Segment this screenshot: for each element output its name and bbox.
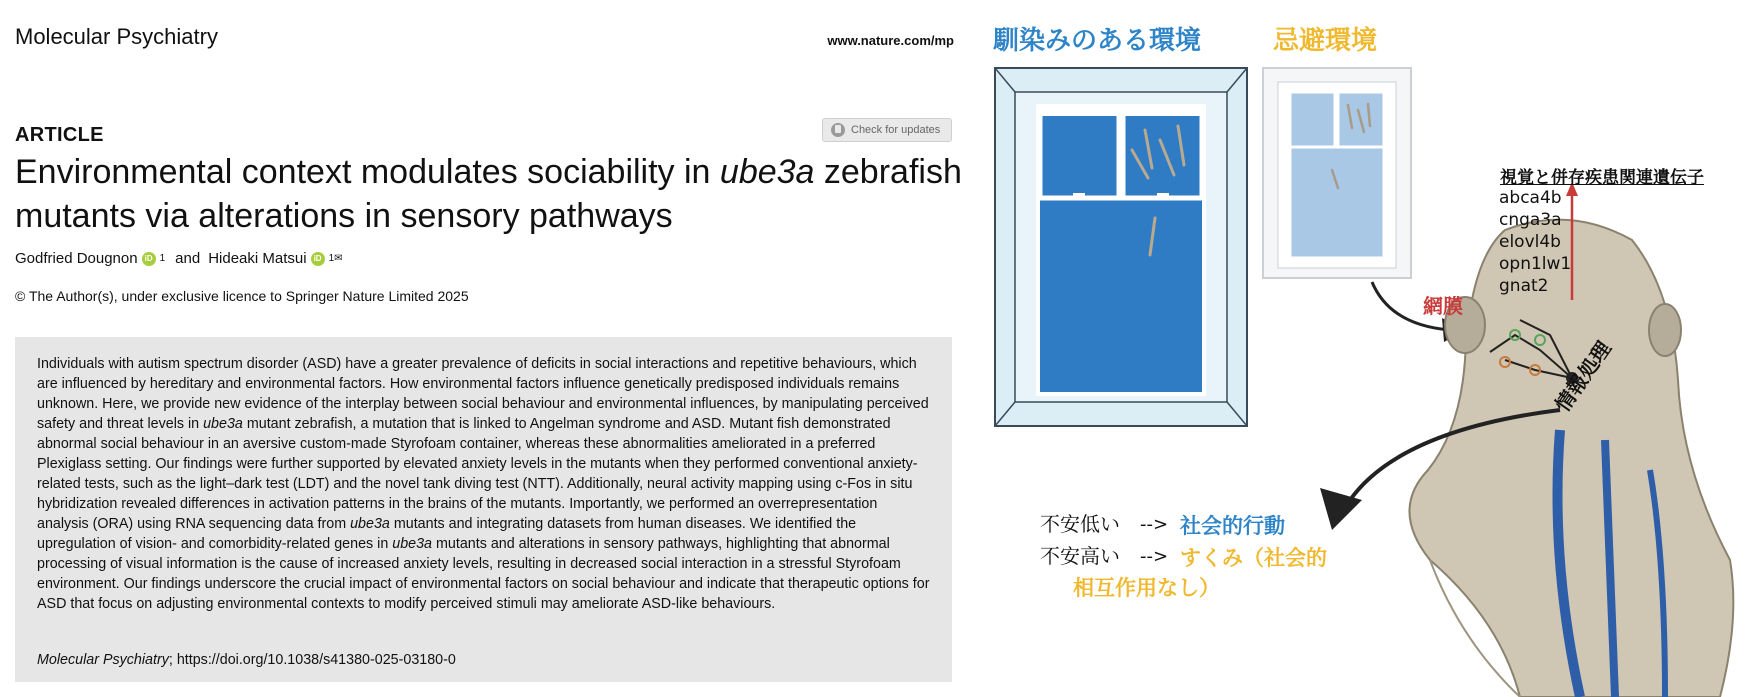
orcid-icon[interactable]: iD bbox=[142, 252, 156, 266]
familiar-environment-label: 馴染みのある環境 bbox=[993, 26, 1202, 56]
affiliation-sup: 1 bbox=[159, 253, 166, 264]
journal-name: Molecular Psychiatry bbox=[15, 24, 218, 49]
author-list bbox=[15, 250, 343, 267]
processing-label: 情報処理 bbox=[1550, 336, 1616, 417]
article-title bbox=[15, 150, 965, 238]
check-updates-button[interactable] bbox=[822, 118, 952, 142]
freeze-label-line2: 相互作用なし） bbox=[1073, 576, 1220, 600]
fish-illustration bbox=[1409, 182, 1733, 697]
social-behavior-label: 社会的行動 bbox=[1180, 514, 1285, 538]
citation-journal: Molecular Psychiatry bbox=[37, 652, 169, 668]
orcid-icon[interactable]: iD bbox=[311, 252, 325, 266]
copyright-notice: © The Author(s), under exclusive licence to Springer Nature Limited 2025 bbox=[15, 288, 469, 304]
abstract-part: mutants and alterations in sensory pathways, highlighting that abnormal processing of visual information is the cause of increased anxiety levels, resulting in decreased social interaction in a stressful Styrofoam environment. Our findings underscore the crucial impact of environmental factors on social behaviour and indicate that therapeutic options for ASD that focus on adjusting environmental contexts to modify perceived stimuli may ameliorate ASD-like behaviours. bbox=[37, 536, 930, 612]
abstract-text bbox=[37, 354, 930, 614]
author-and: and bbox=[175, 250, 201, 267]
abstract-gene: ube3a bbox=[392, 536, 433, 552]
avoid-environment-label: 忌避環境 bbox=[1273, 26, 1378, 56]
article-type: ARTICLE bbox=[15, 124, 104, 146]
abstract-part: Individuals with autism spectrum disorder (ASD) have a greater prevalence of deficits in social interactions and repetitive behaviours, which are influenced by hereditary and environmental factors. How environmental factors influence genetically predisposed individuals remains unknown. Here, we provide new evidence of the interplay between social behaviour and environmental influences, by manipulating perceived safety and threat levels in bbox=[37, 356, 929, 432]
gene-label: gnat2 bbox=[1499, 276, 1549, 296]
abstract-part: mutants and integrating datasets from human diseases. We identified the upregulation of vision- and comorbidity-related genes in bbox=[37, 516, 857, 552]
abstract-box bbox=[15, 337, 952, 682]
author-name[interactable]: Godfried Dougnon bbox=[15, 250, 138, 267]
check-updates-label: Check for updates bbox=[851, 124, 941, 136]
graphical-abstract bbox=[960, 0, 1750, 697]
abstract-gene: ube3a bbox=[203, 416, 243, 432]
high-anxiety-label: 不安高い bbox=[1040, 544, 1120, 568]
bookmark-icon bbox=[831, 123, 845, 137]
familiar-tank bbox=[995, 68, 1247, 426]
gene-label: elovl4b bbox=[1499, 232, 1561, 252]
gene-label: opn1lw1 bbox=[1499, 254, 1572, 274]
gene-label: cnga3a bbox=[1499, 210, 1562, 230]
low-anxiety-label: 不安低い bbox=[1040, 512, 1120, 536]
title-part: zebrafish mutants via alterations in sensory pathways bbox=[15, 153, 962, 235]
affiliation-sup: 1✉ bbox=[328, 253, 343, 264]
author-name[interactable]: Hideaki Matsui bbox=[208, 250, 307, 267]
genes-heading: 視覚と併存疾患関連遺伝子 bbox=[1500, 168, 1704, 188]
freeze-label-line1: すくみ（社会的 bbox=[1180, 546, 1327, 570]
title-gene: ube3a bbox=[719, 153, 815, 191]
journal-url[interactable]: www.nature.com/mp bbox=[827, 33, 954, 48]
gene-label: abca4b bbox=[1499, 188, 1562, 208]
citation-doi[interactable]: ; https://doi.org/10.1038/s41380-025-03180-0 bbox=[168, 652, 456, 668]
arrow-text: --> bbox=[1140, 546, 1169, 567]
retina-label: 網膜 bbox=[1423, 294, 1463, 318]
title-part: Environmental context modulates sociability in bbox=[15, 153, 720, 191]
avoid-tank bbox=[1263, 68, 1411, 278]
abstract-part: mutant zebrafish, a mutation that is linked to Angelman syndrome and ASD. Mutant fish demonstrated abnormal social behaviour in an aversive custom-made Styrofoam container, whereas these abnormalities ameliorated in a preferred Plexiglass setting. Our findings were further supported by elevated anxiety levels in the mutants when they performed conventional anxiety-related tests, such as the light–dark test (LDT) and the novel tank diving test (NTT). Additionally, neural activity mapping using c-Fos in situ hybridization revealed differences in activation patterns in the brains of the mutants. Importantly, we performed an overrepresentation analysis (ORA) using RNA sequencing data from bbox=[37, 416, 918, 532]
citation bbox=[37, 652, 456, 668]
abstract-gene: ube3a bbox=[350, 516, 390, 532]
arrow-text: --> bbox=[1140, 514, 1169, 535]
